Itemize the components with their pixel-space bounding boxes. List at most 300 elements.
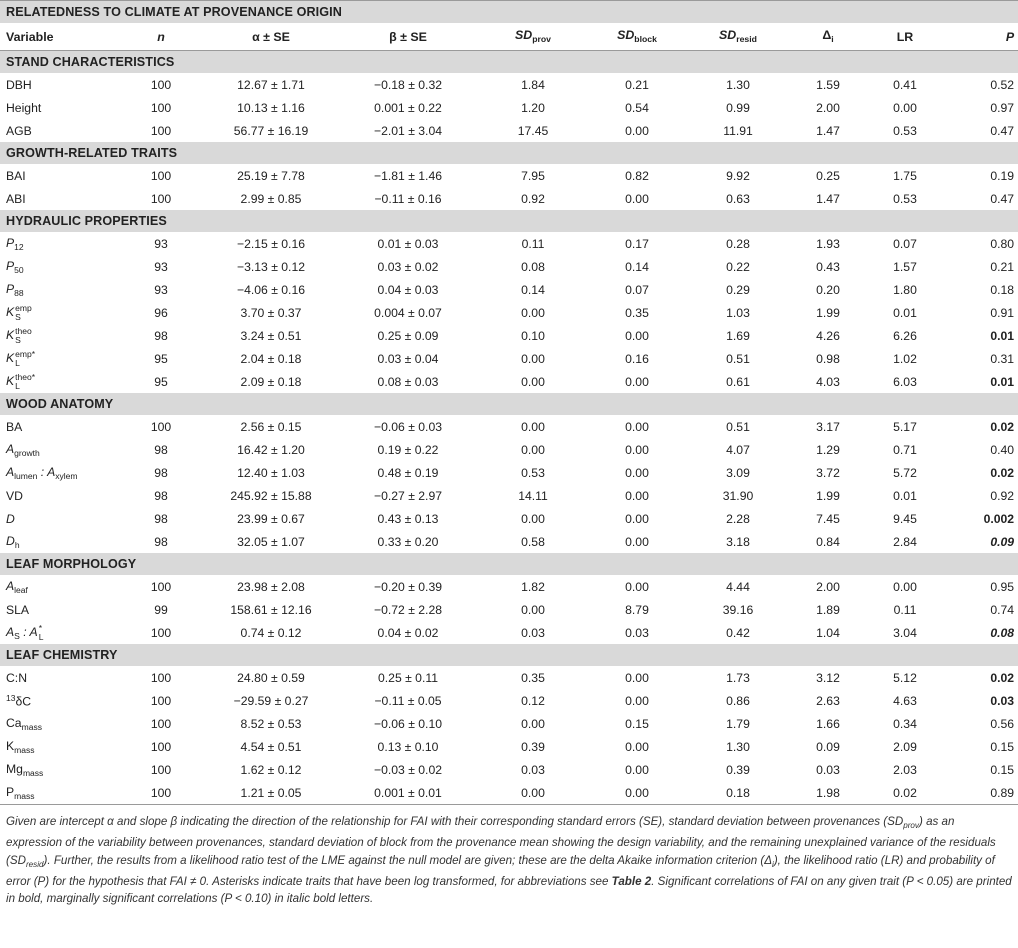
beta-cell: 0.25 ± 0.11 xyxy=(378,670,438,685)
table-row xyxy=(0,232,1018,255)
p-cell: 0.01 xyxy=(990,374,1015,389)
delta-cell: 0.43 xyxy=(816,259,840,274)
n-cell: 100 xyxy=(150,100,172,115)
n-cell: 98 xyxy=(154,534,168,549)
p-cell: 0.002 xyxy=(983,511,1015,526)
p-cell: 0.95 xyxy=(990,579,1015,594)
section-title: WOOD ANATOMY xyxy=(0,393,1018,415)
sd-prov-cell: 7.95 xyxy=(521,168,545,183)
table-row xyxy=(0,301,1018,324)
header-row xyxy=(0,23,1018,51)
alpha-cell: 3.24 ± 0.51 xyxy=(240,328,302,343)
delta-cell: 1.66 xyxy=(816,716,840,731)
sd-prov-cell: 0.00 xyxy=(521,511,545,526)
table-row xyxy=(0,415,1018,438)
alpha-cell: 25.19 ± 7.78 xyxy=(237,168,305,183)
lr-cell: 4.63 xyxy=(893,693,917,708)
variable-cell: $A_{growth}$ xyxy=(6,441,40,458)
lr-cell: 2.84 xyxy=(893,534,917,549)
sd-prov-cell: 0.00 xyxy=(521,716,545,731)
sd-resid-cell: 0.18 xyxy=(686,781,790,805)
delta-cell: 0.20 xyxy=(816,282,840,297)
sd-block-cell: 0.15 xyxy=(625,716,649,731)
lr-cell: 3.04 xyxy=(893,625,917,640)
sd-resid-cell: 0.61 xyxy=(726,374,750,389)
p-cell: 0.02 xyxy=(990,670,1015,685)
variable-cell: $P_{mass}$ xyxy=(0,781,118,805)
alpha-cell: −29.59 ± 0.27 xyxy=(233,693,309,708)
n-cell: 100 xyxy=(118,781,204,805)
sd-prov-cell: 0.00 xyxy=(521,351,545,366)
header-lr: LR xyxy=(866,23,944,51)
sd-block-cell: 0.16 xyxy=(625,351,649,366)
n-cell: 100 xyxy=(150,123,172,138)
p-cell: 0.56 xyxy=(990,716,1015,731)
n-cell: 100 xyxy=(150,419,172,434)
beta-cell: 0.001 ± 0.22 xyxy=(374,100,442,115)
sd-prov-cell: 0.08 xyxy=(521,259,545,274)
table-row xyxy=(0,621,1018,644)
sd-block-cell: 0.00 xyxy=(625,579,649,594)
table-row xyxy=(0,712,1018,735)
lr-cell: 2.09 xyxy=(893,739,917,754)
table-row xyxy=(0,758,1018,781)
sd-prov-cell: 0.00 xyxy=(478,781,588,805)
sd-block-cell: 0.00 xyxy=(625,191,649,206)
header-n: n xyxy=(118,23,204,51)
beta-cell: 0.43 ± 0.13 xyxy=(377,511,439,526)
sd-prov-cell: 0.03 xyxy=(521,762,545,777)
beta-cell: 0.001 ± 0.01 xyxy=(338,781,478,805)
beta-cell: −0.11 ± 0.16 xyxy=(374,191,442,206)
variable-cell: $A_S$ : A * L xyxy=(6,622,44,642)
section-title: STAND CHARACTERISTICS xyxy=(0,51,1018,74)
sd-prov-cell: 0.00 xyxy=(521,602,545,617)
table-row xyxy=(0,187,1018,210)
p-cell: 0.80 xyxy=(990,236,1015,251)
variable-cell: K theo S xyxy=(6,325,32,345)
beta-cell: 0.25 ± 0.09 xyxy=(377,328,439,343)
delta-cell: 4.26 xyxy=(816,328,840,343)
sd-block-cell: 0.00 xyxy=(625,488,649,503)
delta-cell: 0.09 xyxy=(816,739,840,754)
delta-cell: 1.99 xyxy=(816,305,840,320)
p-cell: 0.74 xyxy=(990,602,1015,617)
p-cell: 0.91 xyxy=(990,305,1015,320)
alpha-cell: 2.04 ± 0.18 xyxy=(240,351,302,366)
variable-cell: $P_{88}$ xyxy=(6,281,24,298)
header-sd-prov: $SD_{prov}$ xyxy=(478,23,588,51)
p-cell: 0.02 xyxy=(990,465,1015,480)
beta-cell: 0.01 ± 0.03 xyxy=(377,236,439,251)
sd-block-cell: 8.79 xyxy=(625,602,649,617)
lr-cell: 0.02 xyxy=(866,781,944,805)
sd-prov-cell: 1.20 xyxy=(521,100,545,115)
sd-resid-cell: 0.39 xyxy=(726,762,750,777)
lr-cell: 0.53 xyxy=(893,191,917,206)
sd-prov-cell: 0.11 xyxy=(521,236,545,251)
sd-resid-cell: 1.69 xyxy=(726,328,750,343)
beta-cell: 0.03 ± 0.02 xyxy=(377,259,439,274)
p-cell: 0.15 xyxy=(990,762,1015,777)
sd-prov-cell: 0.39 xyxy=(521,739,545,754)
delta-cell: 0.98 xyxy=(816,351,840,366)
section-title: GROWTH-RELATED TRAITS xyxy=(0,142,1018,164)
beta-cell: 0.03 ± 0.04 xyxy=(377,351,439,366)
variable-cell: BA xyxy=(6,419,23,434)
p-cell: 0.02 xyxy=(990,419,1015,434)
header-p: P xyxy=(944,23,1018,51)
variable-cell: DBH xyxy=(6,77,32,92)
sd-resid-cell: 1.30 xyxy=(726,739,750,754)
sd-resid-cell: 0.99 xyxy=(726,100,750,115)
sd-resid-cell: 31.90 xyxy=(722,488,754,503)
table-row xyxy=(0,461,1018,484)
delta-cell: 1.47 xyxy=(816,123,840,138)
sd-block-cell: 0.03 xyxy=(625,625,649,640)
beta-cell: −2.01 ± 3.04 xyxy=(373,123,443,138)
p-cell: 0.92 xyxy=(990,488,1015,503)
table-row xyxy=(0,507,1018,530)
lr-cell: 0.53 xyxy=(893,123,917,138)
beta-cell: 0.33 ± 0.20 xyxy=(377,534,439,549)
n-cell: 100 xyxy=(150,579,172,594)
table-caption: Given are intercept α and slope β indicating the direction of the relationship for FAI with their corresponding standard errors (SE), standard deviation between provenances $(SD_{prov})$ as an expression of the variability between provenances, standard deviation of block from the provenance mean showing the design variability, and the remaining unexplained variance of the residuals $(SD_{resid})$. Further, the results from a likelihood ratio test of the LME against the null model are given; these are the delta Akaike information criterion $(\Delta_i)$, the likelihood ratio (LR) and probability of error (P) for the hypothesis that FAI ≠ 0. Asterisks indicate traits that have been log transformed, for abbreviations see Table 2. Significant correlations of FAI on any given trait (P < 0.05) are printed in bold, marginally significant correlations (P < 0.10) in italic bold letters. xyxy=(6,815,1012,906)
sd-resid-cell: 0.29 xyxy=(726,282,750,297)
n-cell: 100 xyxy=(150,739,172,754)
beta-cell: 0.48 ± 0.19 xyxy=(377,465,439,480)
sd-prov-cell: 1.84 xyxy=(521,77,545,92)
alpha-cell: −3.13 ± 0.12 xyxy=(236,259,306,274)
sd-block-cell: 0.17 xyxy=(625,236,649,251)
variable-cell: $^{13}$δC xyxy=(6,692,32,709)
sd-resid-cell: 3.09 xyxy=(726,465,750,480)
variable-cell: $K_{mass}$ xyxy=(6,738,35,755)
table-row xyxy=(0,255,1018,278)
table-row xyxy=(0,666,1018,689)
delta-cell: 1.04 xyxy=(816,625,840,640)
sd-resid-cell: 1.03 xyxy=(726,305,750,320)
variable-cell: $P_{50}$ xyxy=(6,258,24,275)
beta-cell: −0.06 ± 0.03 xyxy=(373,419,443,434)
lr-cell: 6.03 xyxy=(893,374,917,389)
delta-cell: 0.03 xyxy=(816,762,840,777)
beta-cell: 0.004 ± 0.07 xyxy=(374,305,442,320)
n-cell: 100 xyxy=(150,625,172,640)
header-beta: β ± SE xyxy=(338,23,478,51)
table-title: RELATEDNESS TO CLIMATE AT PROVENANCE ORIGIN xyxy=(0,1,1018,24)
header-alpha: α ± SE xyxy=(204,23,338,51)
table-body xyxy=(0,51,1018,805)
alpha-cell: 158.61 ± 12.16 xyxy=(230,602,312,617)
sd-prov-cell: 0.92 xyxy=(521,191,545,206)
sd-block-cell: 0.00 xyxy=(625,374,649,389)
sd-resid-cell: 2.28 xyxy=(726,511,750,526)
n-cell: 98 xyxy=(154,488,168,503)
table-row xyxy=(0,278,1018,301)
sd-resid-cell: 0.51 xyxy=(726,419,750,434)
alpha-cell: 0.74 ± 0.12 xyxy=(240,625,302,640)
table-row xyxy=(0,164,1018,187)
table-row xyxy=(0,324,1018,347)
n-cell: 98 xyxy=(154,442,168,457)
n-cell: 100 xyxy=(150,762,172,777)
sd-block-cell: 0.14 xyxy=(625,259,649,274)
alpha-cell: 12.40 ± 1.03 xyxy=(237,465,305,480)
lr-cell: 1.57 xyxy=(893,259,917,274)
beta-cell: 0.04 ± 0.03 xyxy=(377,282,439,297)
p-cell: 0.19 xyxy=(990,168,1015,183)
sd-resid-cell: 1.79 xyxy=(726,716,750,731)
alpha-cell: 2.99 ± 0.85 xyxy=(240,191,302,206)
p-cell: 0.52 xyxy=(990,77,1015,92)
header-sd-block: $SD_{block}$ xyxy=(588,23,686,51)
sd-block-cell: 0.00 xyxy=(625,739,649,754)
alpha-cell: 56.77 ± 16.19 xyxy=(233,123,309,138)
p-cell: 0.03 xyxy=(990,693,1015,708)
n-cell: 93 xyxy=(154,236,168,251)
variable-cell: K theo* L xyxy=(6,371,36,391)
delta-cell: 3.17 xyxy=(816,419,840,434)
table-row xyxy=(0,530,1018,553)
section-header-row xyxy=(0,553,1018,575)
table-row xyxy=(0,347,1018,370)
p-cell: 0.47 xyxy=(990,191,1015,206)
variable-cell: $Mg_{mass}$ xyxy=(6,761,44,778)
lr-cell: 1.80 xyxy=(893,282,917,297)
n-cell: 96 xyxy=(154,305,168,320)
table-row xyxy=(0,735,1018,758)
lr-cell: 1.02 xyxy=(893,351,917,366)
n-cell: 95 xyxy=(154,351,168,366)
sd-block-cell: 0.00 xyxy=(625,442,649,457)
table-row xyxy=(0,689,1018,712)
sd-resid-cell: 0.28 xyxy=(726,236,750,251)
variable-cell: BAI xyxy=(6,168,26,183)
variable-cell: $A_{leaf}$ xyxy=(6,578,28,595)
p-cell: 0.15 xyxy=(990,739,1015,754)
delta-cell: 1.47 xyxy=(816,191,840,206)
sd-resid-cell: 11.91 xyxy=(723,123,753,138)
variable-cell: ABI xyxy=(6,191,26,206)
p-cell: 0.31 xyxy=(990,351,1015,366)
sd-resid-cell: 0.51 xyxy=(726,351,750,366)
table-title-row xyxy=(0,1,1018,24)
lr-cell: 0.34 xyxy=(893,716,917,731)
sd-prov-cell: 0.03 xyxy=(521,625,545,640)
sd-block-cell: 0.00 xyxy=(625,693,649,708)
lr-cell: 0.07 xyxy=(893,236,917,251)
n-cell: 99 xyxy=(154,602,168,617)
delta-cell: 4.03 xyxy=(816,374,840,389)
sd-block-cell: 0.35 xyxy=(625,305,649,320)
sd-resid-cell: 1.73 xyxy=(726,670,750,685)
n-cell: 95 xyxy=(154,374,168,389)
lr-cell: 2.03 xyxy=(893,762,917,777)
variable-cell: VD xyxy=(6,488,23,503)
table-row xyxy=(0,119,1018,142)
n-cell: 100 xyxy=(150,191,172,206)
sd-block-cell: 0.00 xyxy=(625,465,649,480)
p-cell: 0.08 xyxy=(990,625,1015,640)
beta-cell: −1.81 ± 1.46 xyxy=(373,168,443,183)
n-cell: 100 xyxy=(150,693,172,708)
sd-resid-cell: 0.86 xyxy=(726,693,750,708)
delta-cell: 1.99 xyxy=(816,488,840,503)
n-cell: 93 xyxy=(154,259,168,274)
alpha-cell: 32.05 ± 1.07 xyxy=(237,534,305,549)
n-cell: 98 xyxy=(154,465,168,480)
sd-block-cell: 0.54 xyxy=(625,100,649,115)
sd-prov-cell: 0.00 xyxy=(521,442,545,457)
sd-block-cell: 0.00 xyxy=(625,328,649,343)
sd-resid-cell: 0.42 xyxy=(726,625,750,640)
p-cell: 0.97 xyxy=(990,100,1015,115)
sd-resid-cell: 0.63 xyxy=(726,191,750,206)
sd-resid-cell: 4.07 xyxy=(726,442,750,457)
n-cell: 98 xyxy=(154,328,168,343)
sd-prov-cell: 0.14 xyxy=(521,282,545,297)
variable-cell: K emp* L xyxy=(6,348,36,368)
delta-cell: 0.25 xyxy=(816,168,840,183)
variable-cell: $A_{lumen}$ : $A_{xylem}$ xyxy=(6,464,78,481)
variable-cell: D xyxy=(6,511,15,526)
beta-cell: 0.19 ± 0.22 xyxy=(377,442,439,457)
lr-cell: 0.11 xyxy=(893,602,917,617)
p-cell: 0.40 xyxy=(990,442,1015,457)
lr-cell: 0.01 xyxy=(893,305,917,320)
delta-cell: 1.59 xyxy=(816,77,840,92)
lr-cell: 5.72 xyxy=(893,465,917,480)
table-row xyxy=(0,575,1018,598)
alpha-cell: 10.13 ± 1.16 xyxy=(237,100,305,115)
sd-prov-cell: 0.58 xyxy=(521,534,545,549)
sd-block-cell: 0.00 xyxy=(625,511,649,526)
alpha-cell: 1.62 ± 0.12 xyxy=(240,762,302,777)
sd-block-cell: 0.00 xyxy=(625,534,649,549)
sd-block-cell: 0.21 xyxy=(625,77,649,92)
n-cell: 100 xyxy=(150,670,172,685)
lr-cell: 9.45 xyxy=(893,511,917,526)
table-row xyxy=(0,598,1018,621)
alpha-cell: 23.98 ± 2.08 xyxy=(237,579,305,594)
delta-cell: 1.98 xyxy=(790,781,866,805)
delta-cell: 3.12 xyxy=(816,670,840,685)
variable-cell: Height xyxy=(6,100,42,115)
beta-cell: −0.03 ± 0.02 xyxy=(373,762,443,777)
lr-cell: 0.41 xyxy=(893,77,917,92)
sd-block-cell: 0.82 xyxy=(625,168,649,183)
table-row xyxy=(0,438,1018,461)
alpha-cell: 1.21 ± 0.05 xyxy=(204,781,338,805)
alpha-cell: 12.67 ± 1.71 xyxy=(237,77,305,92)
sd-prov-cell: 17.45 xyxy=(517,123,549,138)
sd-prov-cell: 0.00 xyxy=(521,305,545,320)
table-row xyxy=(0,73,1018,96)
section-header-row xyxy=(0,51,1018,74)
section-title: HYDRAULIC PROPERTIES xyxy=(0,210,1018,232)
beta-cell: −0.06 ± 0.10 xyxy=(373,716,443,731)
table-row xyxy=(0,370,1018,393)
sd-prov-cell: 0.00 xyxy=(521,419,545,434)
delta-cell: 1.93 xyxy=(816,236,840,251)
lr-cell: 5.17 xyxy=(893,419,917,434)
alpha-cell: 16.42 ± 1.20 xyxy=(237,442,305,457)
sd-block-cell: 0.00 xyxy=(625,419,649,434)
table-row xyxy=(0,484,1018,507)
variable-cell: $P_{12}$ xyxy=(6,235,24,252)
alpha-cell: 2.09 ± 0.18 xyxy=(240,374,302,389)
lr-cell: 0.00 xyxy=(893,579,917,594)
header-sd-resid: $SD_{resid}$ xyxy=(686,23,790,51)
section-header-row xyxy=(0,393,1018,415)
section-header-row xyxy=(0,210,1018,232)
sd-resid-cell: 4.44 xyxy=(726,579,750,594)
beta-cell: 0.08 ± 0.03 xyxy=(377,374,439,389)
table-row xyxy=(0,781,1018,805)
sd-prov-cell: 0.12 xyxy=(521,693,545,708)
alpha-cell: 23.99 ± 0.67 xyxy=(237,511,305,526)
variable-cell: K emp S xyxy=(6,302,32,322)
table-row xyxy=(0,96,1018,119)
n-cell: 100 xyxy=(150,168,172,183)
lr-cell: 6.26 xyxy=(893,328,917,343)
p-cell: 0.09 xyxy=(990,534,1015,549)
delta-cell: 3.72 xyxy=(816,465,840,480)
delta-cell: 7.45 xyxy=(816,511,840,526)
sd-resid-cell: 1.30 xyxy=(726,77,750,92)
variable-cell: SLA xyxy=(6,602,30,617)
sd-block-cell: 0.00 xyxy=(588,781,686,805)
sd-prov-cell: 0.10 xyxy=(521,328,545,343)
n-cell: 100 xyxy=(150,77,172,92)
alpha-cell: 2.56 ± 0.15 xyxy=(240,419,302,434)
sd-resid-cell: 39.16 xyxy=(722,602,754,617)
variable-cell: C:N xyxy=(6,670,27,685)
sd-block-cell: 0.07 xyxy=(625,282,649,297)
alpha-cell: −4.06 ± 0.16 xyxy=(236,282,306,297)
sd-prov-cell: 1.82 xyxy=(521,579,545,594)
lr-cell: 0.71 xyxy=(893,442,917,457)
beta-cell: −0.27 ± 2.97 xyxy=(373,488,443,503)
sd-resid-cell: 9.92 xyxy=(726,168,750,183)
n-cell: 100 xyxy=(150,716,172,731)
sd-prov-cell: 0.00 xyxy=(521,374,545,389)
beta-cell: −0.11 ± 0.05 xyxy=(374,693,442,708)
sd-block-cell: 0.00 xyxy=(625,762,649,777)
delta-cell: 1.29 xyxy=(816,442,840,457)
sd-block-cell: 0.00 xyxy=(625,123,649,138)
delta-cell: 2.00 xyxy=(816,100,840,115)
delta-cell: 2.63 xyxy=(816,693,840,708)
sd-prov-cell: 0.35 xyxy=(521,670,545,685)
beta-cell: 0.13 ± 0.10 xyxy=(377,739,439,754)
beta-cell: −0.72 ± 2.28 xyxy=(373,602,443,617)
section-title: LEAF CHEMISTRY xyxy=(0,644,1018,666)
section-header-row xyxy=(0,142,1018,164)
lr-cell: 0.00 xyxy=(893,100,917,115)
variable-cell: AGB xyxy=(6,123,32,138)
delta-cell: 0.84 xyxy=(816,534,840,549)
section-title: LEAF MORPHOLOGY xyxy=(0,553,1018,575)
p-cell: 0.01 xyxy=(990,328,1015,343)
lr-cell: 5.12 xyxy=(893,670,917,685)
sd-block-cell: 0.00 xyxy=(625,670,649,685)
variable-cell: $Ca_{mass}$ xyxy=(6,715,42,732)
header-variable: Variable xyxy=(0,23,118,51)
beta-cell: 0.04 ± 0.02 xyxy=(377,625,439,640)
delta-cell: 1.89 xyxy=(816,602,840,617)
